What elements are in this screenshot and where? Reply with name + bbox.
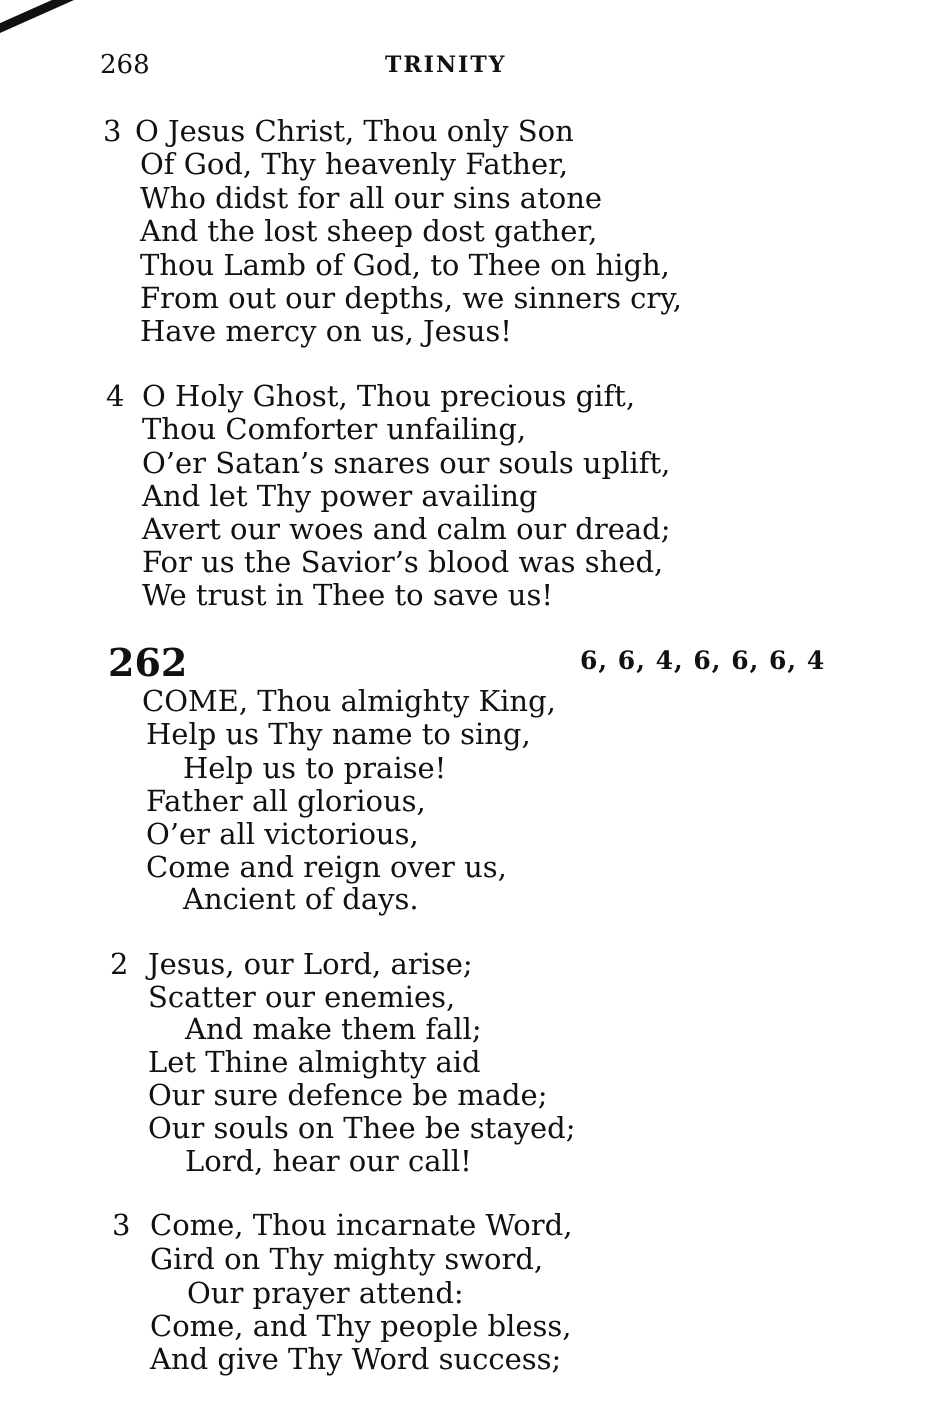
verse-line: Have mercy on us, Jesus! [140, 314, 512, 348]
verse-line: COME, Thou almighty King, [142, 684, 556, 718]
hymn-number: 262 [108, 640, 188, 685]
verse-line: For us the Savior’s blood was shed, [142, 545, 664, 579]
verse-line: O’er all victorious, [146, 817, 419, 851]
verse-line: O Jesus Christ, Thou only Son [135, 114, 574, 148]
verse-line: Thou Lamb of God, to Thee on high, [140, 248, 670, 282]
page-number: 268 [100, 50, 150, 80]
verse-number: 3 [112, 1208, 131, 1242]
verse-line: From out our depths, we sinners cry, [140, 281, 683, 315]
verse-number: 4 [106, 379, 125, 413]
running-head: TRINITY [385, 52, 507, 78]
verse-line: Help us to praise! [183, 751, 447, 785]
verse-number: 2 [110, 947, 129, 981]
verse-line: Come and reign over us, [146, 850, 507, 884]
verse-line: Come, and Thy people bless, [150, 1309, 572, 1343]
verse-line: And give Thy Word success; [150, 1342, 562, 1376]
verse-line: Our sure defence be made; [148, 1078, 548, 1112]
verse-line: And let Thy power availing [142, 479, 538, 513]
verse-number: 3 [103, 114, 122, 148]
verse-line: Of God, Thy heavenly Father, [140, 147, 569, 181]
verse-line: Who didst for all our sins atone [140, 181, 603, 215]
verse-line: And the lost sheep dost gather, [140, 214, 598, 248]
verse-line: Scatter our enemies, [148, 980, 456, 1014]
verse-line: Avert our woes and calm our dread; [142, 512, 671, 546]
verse-line: O Holy Ghost, Thou precious gift, [142, 379, 636, 413]
verse-line: We trust in Thee to save us! [142, 578, 553, 612]
page-header [0, 50, 935, 90]
verse-line: Our souls on Thee be stayed; [148, 1111, 576, 1145]
ink-mark [0, 0, 138, 37]
verse-line: Gird on Thy mighty sword, [150, 1242, 544, 1276]
verse-line: Lord, hear our call! [185, 1144, 472, 1178]
verse-line: O’er Satan’s snares our souls uplift, [142, 446, 671, 480]
hymn-meter: 6, 6, 4, 6, 6, 6, 4 [580, 646, 826, 675]
verse-line: And make them fall; [185, 1012, 482, 1046]
verse-line: Jesus, our Lord, arise; [148, 947, 473, 981]
verse-line: Come, Thou incarnate Word, [150, 1208, 573, 1242]
verse-line: Thou Comforter unfailing, [142, 412, 527, 446]
verse-line: Ancient of days. [183, 882, 419, 916]
verse-line: Let Thine almighty aid [148, 1045, 481, 1079]
verse-line: Help us Thy name to sing, [146, 717, 531, 751]
verse-line: Our prayer attend: [187, 1276, 464, 1310]
verse-line: Father all glorious, [146, 784, 426, 818]
